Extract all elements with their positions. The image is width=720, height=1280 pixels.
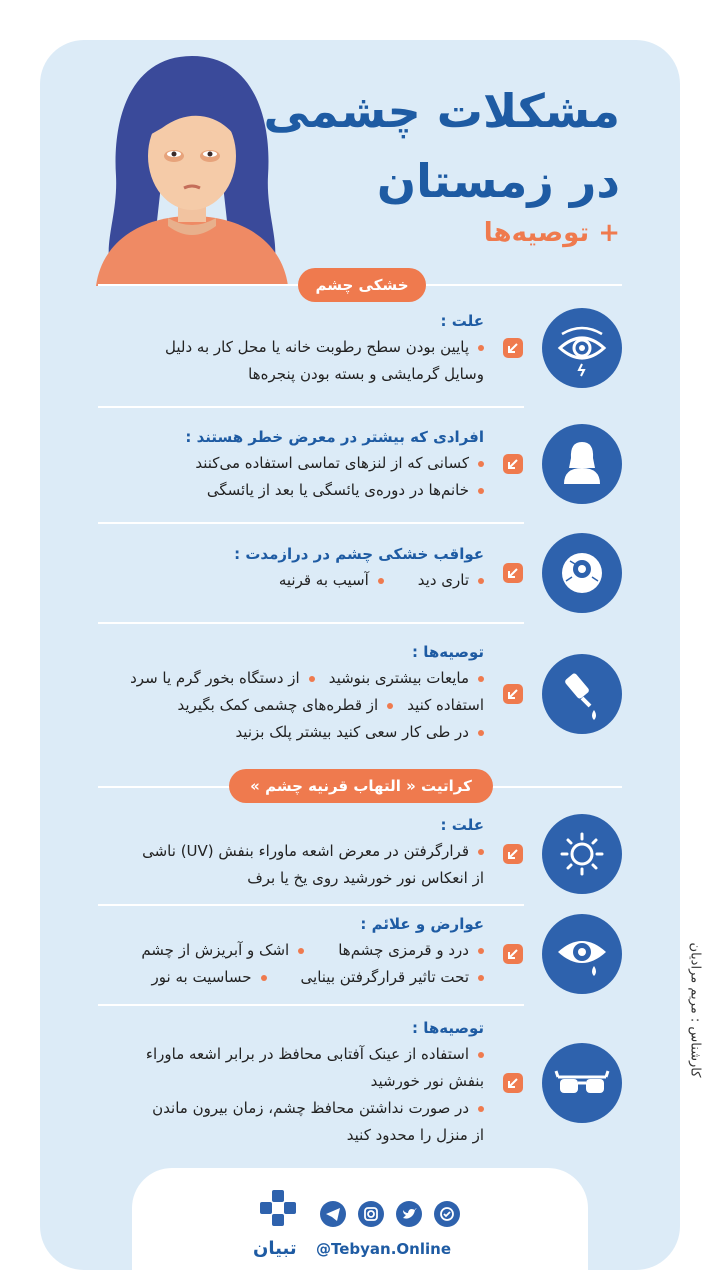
text-line: بنفش نور خورشید	[370, 1072, 484, 1090]
text-line: از منزل را محدود کنید	[346, 1126, 484, 1144]
bullet-icon	[478, 488, 484, 494]
eye-drops-icon	[542, 654, 622, 734]
arrow-icon	[503, 844, 523, 864]
bullet-icon	[387, 703, 393, 709]
text-line: کسانی که از لنزهای تماسی استفاده می‌کنند	[185, 450, 484, 477]
bullet-icon	[478, 730, 484, 736]
eyeball-icon	[542, 533, 622, 613]
section-title: عواقب خشکی چشم در درازمدت :	[234, 545, 484, 563]
text-line: مایعات بیشتری بنوشیداز دستگاه بخور گرم یا سرد	[130, 665, 484, 692]
text-line: استفاده کنیداز قطره‌های چشمی کمک بگیرید	[177, 696, 484, 714]
divider	[98, 904, 524, 906]
brand-logo-text: تبیان	[253, 1238, 297, 1259]
bullet-icon	[478, 461, 484, 467]
subtitle: + توصیه‌ها	[483, 218, 620, 248]
keratitis-badge: کراتیت « التهاب قرنیه چشم »	[229, 769, 493, 803]
text-line: تحت تاثیر قرارگرفتن بیناییحساسیت به نور	[141, 964, 484, 991]
divider	[98, 406, 524, 408]
section-title: علت :	[440, 816, 484, 834]
bullet-icon	[309, 676, 315, 682]
dry-eye-badge: خشکی چشم	[298, 268, 426, 302]
eye-icon	[542, 308, 622, 388]
text-line: درد و قرمزی چشم‌هااشک و آبریزش از چشم	[141, 937, 484, 964]
bullet-icon	[478, 849, 484, 855]
keratitis-tips	[146, 1019, 484, 1149]
bullet-icon	[261, 975, 267, 981]
website-icon[interactable]	[434, 1201, 460, 1227]
section-title: توصیه‌ها :	[411, 1019, 484, 1037]
text-line: در طی کار سعی کنید بیشتر پلک بزنید	[130, 719, 484, 746]
section-title: توصیه‌ها :	[411, 643, 484, 661]
bullet-icon	[478, 948, 484, 954]
woman-illustration	[92, 56, 292, 286]
text-line: خانم‌ها در دوره‌ی یائسگی یا بعد از یائسگی	[185, 477, 484, 504]
text-line: وسایل گرمایشی و بسته بودن پنجره‌ها	[248, 365, 484, 383]
divider	[98, 622, 524, 624]
arrow-icon	[503, 684, 523, 704]
dry-eye-cause	[165, 312, 484, 388]
dry-eye-risk	[185, 428, 484, 504]
arrow-icon	[503, 563, 523, 583]
text-line: قرارگرفتن در معرض اشعه ماوراء بنفش (UV) ناشی	[142, 838, 484, 865]
section-title: افرادی که بیشتر در معرض خطر هستند :	[185, 428, 484, 446]
divider	[98, 522, 524, 524]
sunglasses-icon	[542, 1043, 622, 1123]
telegram-icon[interactable]	[320, 1201, 346, 1227]
keratitis-symptoms	[141, 915, 484, 991]
title-line-1: مشکلات چشمی	[263, 84, 620, 138]
dry-eye-tips	[130, 643, 484, 746]
text-line: در صورت نداشتن محافظ چشم، زمان بیرون ماندن	[146, 1095, 484, 1122]
title-line-2: در زمستان	[376, 154, 620, 208]
social-handle[interactable]: @Tebyan.Online	[316, 1240, 451, 1258]
bullet-icon	[478, 1106, 484, 1112]
bullet-icon	[478, 676, 484, 682]
divider	[98, 1004, 524, 1006]
teary-eye-icon	[542, 914, 622, 994]
text-line: از انعکاس نور خورشید روی یخ یا برف	[247, 869, 484, 887]
section-title: عوارض و علائم :	[360, 915, 484, 933]
tebyan-logo-icon	[258, 1190, 298, 1234]
arrow-icon	[503, 454, 523, 474]
arrow-icon	[503, 1073, 523, 1093]
arrow-icon	[503, 944, 523, 964]
dry-eye-longterm	[234, 545, 484, 594]
bullet-icon	[478, 578, 484, 584]
text-line: تاری دیدآسیب به قرنیه	[234, 567, 484, 594]
bullet-icon	[298, 948, 304, 954]
twitter-icon[interactable]	[396, 1201, 422, 1227]
bullet-icon	[478, 1052, 484, 1058]
section-title: علت :	[440, 312, 484, 330]
text-line: استفاده از عینک آفتابی محافظ در برابر اشعه ماوراء	[146, 1041, 484, 1068]
keratitis-cause	[142, 816, 484, 892]
arrow-icon	[503, 338, 523, 358]
text-line: پایین بودن سطح رطوبت خانه یا محل کار به دلیل	[165, 334, 484, 361]
sun-icon	[542, 814, 622, 894]
bullet-icon	[378, 578, 384, 584]
person-icon	[542, 424, 622, 504]
instagram-icon[interactable]	[358, 1201, 384, 1227]
bullet-icon	[478, 975, 484, 981]
bullet-icon	[478, 345, 484, 351]
credit: کارشناس : مریم مرادیان	[687, 942, 703, 1078]
